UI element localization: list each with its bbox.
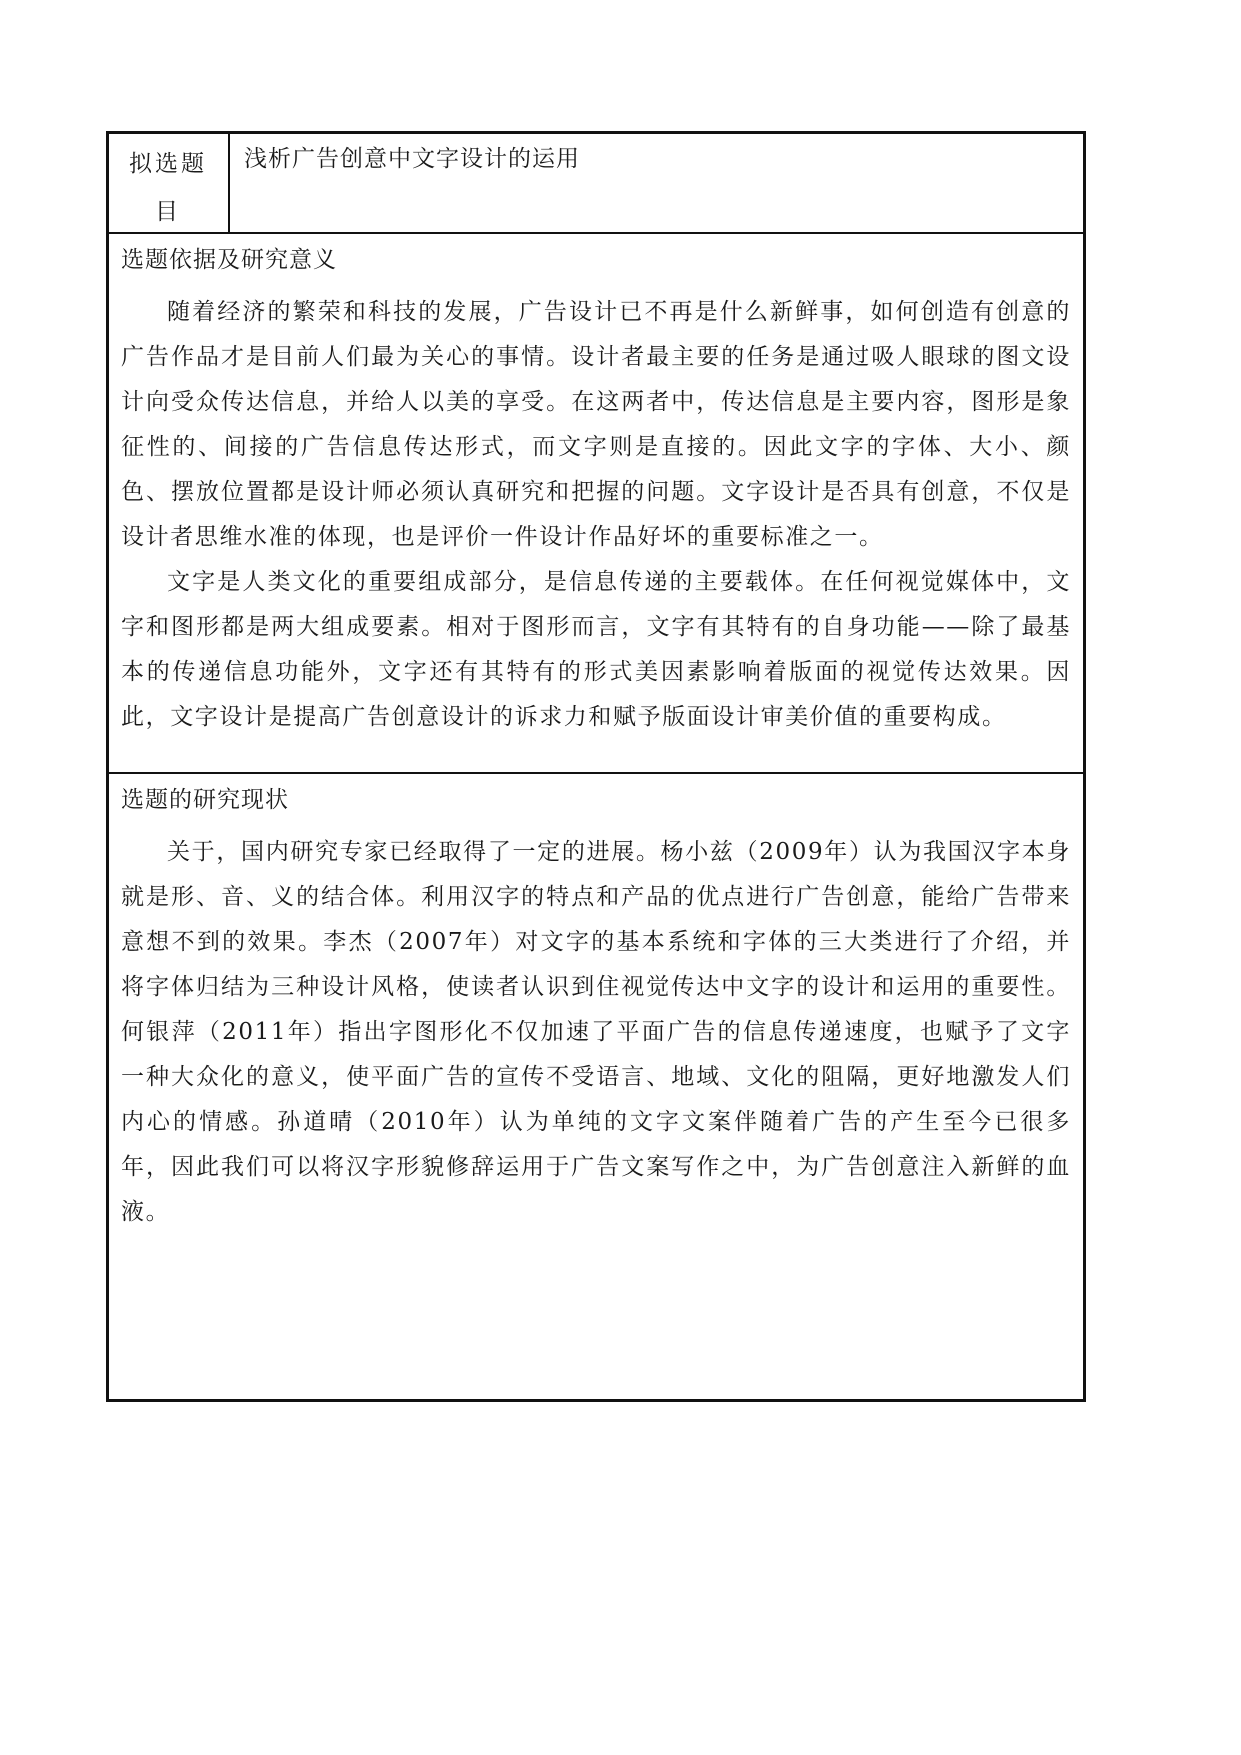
- basis-heading: 选题依据及研究意义: [121, 247, 337, 273]
- status-body: [121, 830, 1071, 1235]
- status-section: [109, 774, 1083, 1399]
- title-value: 浅析广告创意中文字设计的运用: [244, 146, 580, 172]
- basis-section: [109, 234, 1083, 774]
- basis-body: [121, 290, 1071, 740]
- basis-paragraph-1: 随着经济的繁荣和科技的发展，广告设计已不再是什么新鲜事，如何创造有创意的广告作品才是目前人们最为关心的事情。设计者最主要的任务是通过吸人眼球的图文设计向受众传达信息，并给人以美的享受。在这两者中，传达信息是主要内容，图形是象征性的、间接的广告信息传达形式，而文字则是直接的。因此文字的字体、大小、颜色、摆放位置都是设计师必须认真研究和把握的问题。文字设计是否具有创意，不仅是设计者思维水准的体现，也是评价一件设计作品好坏的重要标准之一。: [121, 299, 1071, 550]
- basis-paragraph-2: 文字是人类文化的重要组成部分，是信息传递的主要载体。在任何视觉媒体中，文字和图形都是两大组成要素。相对于图形而言，文字有其特有的自身功能——除了最基本的传递信息功能外，文字还有其特有的形式美因素影响着版面的视觉传达效果。因此，文字设计是提高广告创意设计的诉求力和赋予版面设计审美价值的重要构成。: [121, 569, 1071, 730]
- proposal-form-table: [106, 131, 1086, 1402]
- status-paragraph-1: 关于，国内研究专家已经取得了一定的进展。杨小兹（2009年）认为我国汉字本身就是形、音、义的结合体。利用汉字的特点和产品的优点进行广告创意，能给广告带来意想不到的效果。李杰（2007年）对文字的基本系统和字体的三大类进行了介绍，并将字体归结为三种设计风格，使读者认识到住视觉传达中文字的设计和运用的重要性。何银萍（2011年）指出字图形化不仅加速了平面广告的信息传递速度，也赋予了文字一种大众化的意义，使平面广告的宣传不受语言、地域、文化的阻隔，更好地激发人们内心的情感。孙道晴（2010年）认为单纯的文字文案伴随着广告的产生至今已很多年，因此我们可以将汉字形貌修辞运用于广告文案写作之中，为广告创意注入新鲜的血液。: [121, 839, 1071, 1225]
- title-row: [109, 134, 1083, 234]
- status-heading: 选题的研究现状: [121, 787, 289, 813]
- title-label: 拟选题目: [129, 151, 207, 225]
- title-label-cell: [109, 134, 230, 232]
